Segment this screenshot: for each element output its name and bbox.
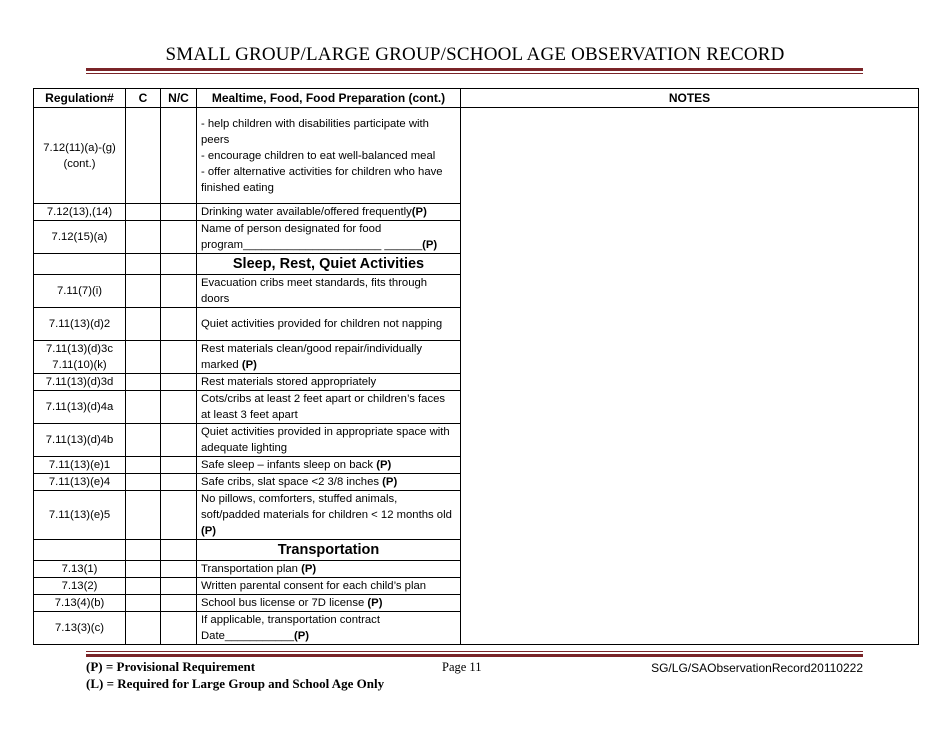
requirement-text: Written parental consent for each child’s plan xyxy=(201,580,427,592)
requirement-cell xyxy=(197,108,461,204)
regulation-number: 7.11(7)(i) xyxy=(57,285,102,297)
requirement-cell xyxy=(197,424,461,457)
compliant-cell[interactable] xyxy=(126,491,161,540)
compliant-cell[interactable] xyxy=(126,108,161,204)
noncompliant-cell[interactable] xyxy=(161,108,197,204)
requirement-text: School bus license or 7D license (P) xyxy=(201,597,383,609)
requirement-cell xyxy=(197,612,461,645)
provisional-tag: (P) xyxy=(411,206,427,218)
provisional-tag: (P) xyxy=(382,476,398,488)
regulation-cell xyxy=(34,561,126,578)
section-heading: Sleep, Rest, Quiet Activities xyxy=(197,254,461,275)
requirement-text: If applicable, transportation contract Date___________(P) xyxy=(201,614,380,642)
regulation-number: 7.11(10)(k) xyxy=(52,359,107,371)
compliant-cell[interactable] xyxy=(126,254,161,275)
noncompliant-cell[interactable] xyxy=(161,391,197,424)
regulation-cell xyxy=(34,491,126,540)
provisional-tag: (P) xyxy=(241,359,257,371)
noncompliant-cell[interactable] xyxy=(161,540,197,561)
requirement-cell xyxy=(197,457,461,474)
regulation-cell xyxy=(34,578,126,595)
requirement-text: No pillows, comforters, stuffed animals, soft/padded materials for children < 12 months old (P) xyxy=(201,493,452,537)
noncompliant-cell[interactable] xyxy=(161,561,197,578)
noncompliant-cell[interactable] xyxy=(161,341,197,374)
compliant-cell[interactable] xyxy=(126,424,161,457)
regulation-number: 7.13(1) xyxy=(61,563,98,575)
regulation-number: 7.12(13),(14) xyxy=(46,206,113,218)
header-row xyxy=(34,89,919,108)
notes-cell[interactable] xyxy=(461,108,919,645)
compliant-cell[interactable] xyxy=(126,561,161,578)
regulation-cell xyxy=(34,221,126,254)
page-number: Page 11 xyxy=(442,660,482,674)
provisional-tag: (P) xyxy=(201,525,217,537)
col-header-notes: NOTES xyxy=(461,89,919,108)
requirement-text: Name of person designated for food program______________________ ______(P) xyxy=(201,223,438,251)
legend-provisional: (P) = Provisional Requirement xyxy=(86,659,256,674)
document-code: SG/LG/SAObservationRecord20110222 xyxy=(651,661,863,675)
regulation-cell xyxy=(34,612,126,645)
regulation-cell xyxy=(34,474,126,491)
requirement-cell xyxy=(197,308,461,341)
regulation-cell xyxy=(34,457,126,474)
compliant-cell[interactable] xyxy=(126,391,161,424)
noncompliant-cell[interactable] xyxy=(161,308,197,341)
requirement-text: Rest materials clean/good repair/individually marked (P) xyxy=(201,343,423,371)
requirement-cell xyxy=(197,578,461,595)
compliant-cell[interactable] xyxy=(126,578,161,595)
noncompliant-cell[interactable] xyxy=(161,491,197,540)
title-rule-thin xyxy=(86,73,863,74)
requirement-text: Evacuation cribs meet standards, fits through doors xyxy=(201,277,428,305)
table-body xyxy=(34,108,919,645)
regulation-number: 7.11(13)(d)4a xyxy=(45,401,114,413)
requirement-text: Safe sleep – infants sleep on back (P) xyxy=(201,459,392,471)
regulation-cell xyxy=(34,391,126,424)
requirement-text: Drinking water available/offered frequently(P) xyxy=(201,206,427,218)
requirement-cell xyxy=(197,561,461,578)
compliant-cell[interactable] xyxy=(126,204,161,221)
regulation-number: (cont.) xyxy=(63,157,96,170)
requirement-text: Quiet activities provided for children not napping xyxy=(201,318,443,330)
regulation-number: 7.13(4)(b) xyxy=(54,597,105,609)
requirement-cell xyxy=(197,275,461,308)
requirement-cell xyxy=(197,341,461,374)
regulation-number: 7.13(3)(c) xyxy=(55,622,104,634)
compliant-cell[interactable] xyxy=(126,275,161,308)
requirement-text: - offer alternative activities for children who have finished eating xyxy=(201,165,443,194)
requirement-cell xyxy=(197,391,461,424)
requirement-text: Rest materials stored appropriately xyxy=(201,376,377,388)
regulation-cell xyxy=(34,308,126,341)
noncompliant-cell[interactable] xyxy=(161,457,197,474)
regulation-number: 7.11(13)(e)5 xyxy=(48,509,111,521)
regulation-number: 7.11(13)(d)3d xyxy=(45,376,114,388)
noncompliant-cell[interactable] xyxy=(161,374,197,391)
compliant-cell[interactable] xyxy=(126,308,161,341)
noncompliant-cell[interactable] xyxy=(161,275,197,308)
regulation-cell xyxy=(34,275,126,308)
col-header-compliant: C xyxy=(126,89,161,108)
requirement-cell xyxy=(197,204,461,221)
compliant-cell[interactable] xyxy=(126,341,161,374)
compliant-cell[interactable] xyxy=(126,595,161,612)
requirement-cell xyxy=(197,595,461,612)
requirement-text: Cots/cribs at least 2 feet apart or children’s faces at least 3 feet apart xyxy=(201,393,446,421)
compliant-cell[interactable] xyxy=(126,540,161,561)
requirement-text: Quiet activities provided in appropriate space with adequate lighting xyxy=(201,426,450,454)
requirement-cell xyxy=(197,221,461,254)
page-title: SMALL GROUP/LARGE GROUP/SCHOOL AGE OBSERVATION RECORD xyxy=(165,44,785,65)
noncompliant-cell[interactable] xyxy=(161,424,197,457)
regulation-number: 7.11(13)(d)2 xyxy=(48,318,111,330)
regulation-number: 7.13(2) xyxy=(61,580,98,592)
regulation-number: 7.11(13)(e)1 xyxy=(48,459,111,471)
footer-rule-thick xyxy=(86,654,863,657)
regulation-cell xyxy=(34,374,126,391)
observation-table xyxy=(33,88,919,645)
noncompliant-cell[interactable] xyxy=(161,578,197,595)
regulation-number: 7.12(11)(a)-(g) xyxy=(43,141,116,154)
requirement-cell xyxy=(197,374,461,391)
requirement-text: Safe cribs, slat space <2 3/8 inches (P) xyxy=(201,476,398,488)
regulation-cell xyxy=(34,341,126,374)
provisional-tag: (P) xyxy=(422,239,438,251)
provisional-tag: (P) xyxy=(293,630,310,642)
provisional-tag: (P) xyxy=(367,597,383,609)
requirement-cell xyxy=(197,474,461,491)
compliant-cell[interactable] xyxy=(126,612,161,645)
requirement-cell xyxy=(197,491,461,540)
regulation-number: 7.11(13)(e)4 xyxy=(48,476,111,488)
compliant-cell[interactable] xyxy=(126,457,161,474)
compliant-cell[interactable] xyxy=(126,374,161,391)
regulation-cell xyxy=(34,424,126,457)
noncompliant-cell[interactable] xyxy=(161,221,197,254)
regulation-cell xyxy=(34,254,126,275)
noncompliant-cell[interactable] xyxy=(161,254,197,275)
requirement-text: Transportation plan (P) xyxy=(201,563,317,575)
table-row xyxy=(34,108,919,204)
col-header-regulation: Regulation# xyxy=(34,89,126,108)
regulation-cell xyxy=(34,540,126,561)
noncompliant-cell[interactable] xyxy=(161,204,197,221)
provisional-tag: (P) xyxy=(301,563,317,575)
noncompliant-cell[interactable] xyxy=(161,612,197,645)
footer-rule-thin xyxy=(86,651,863,652)
legend-large-group: (L) = Required for Large Group and School Age Only xyxy=(86,676,385,691)
regulation-number: 7.11(13)(d)3c xyxy=(46,343,113,355)
noncompliant-cell[interactable] xyxy=(161,595,197,612)
regulation-cell xyxy=(34,595,126,612)
compliant-cell[interactable] xyxy=(126,474,161,491)
compliant-cell[interactable] xyxy=(126,221,161,254)
requirement-text: - encourage children to eat well-balanced meal xyxy=(201,149,436,162)
section-heading: Transportation xyxy=(197,540,461,561)
regulation-number: 7.12(15)(a) xyxy=(51,231,108,243)
col-header-mealtime: Mealtime, Food, Food Preparation (cont.) xyxy=(197,89,461,108)
regulation-cell xyxy=(34,108,126,204)
title-rule-thick xyxy=(86,68,863,71)
provisional-tag: (P) xyxy=(376,459,392,471)
noncompliant-cell[interactable] xyxy=(161,474,197,491)
regulation-cell xyxy=(34,204,126,221)
regulation-number: 7.11(13)(d)4b xyxy=(45,434,114,446)
col-header-noncompliant: N/C xyxy=(161,89,197,108)
requirement-text: - help children with disabilities participate with peers xyxy=(201,117,429,146)
